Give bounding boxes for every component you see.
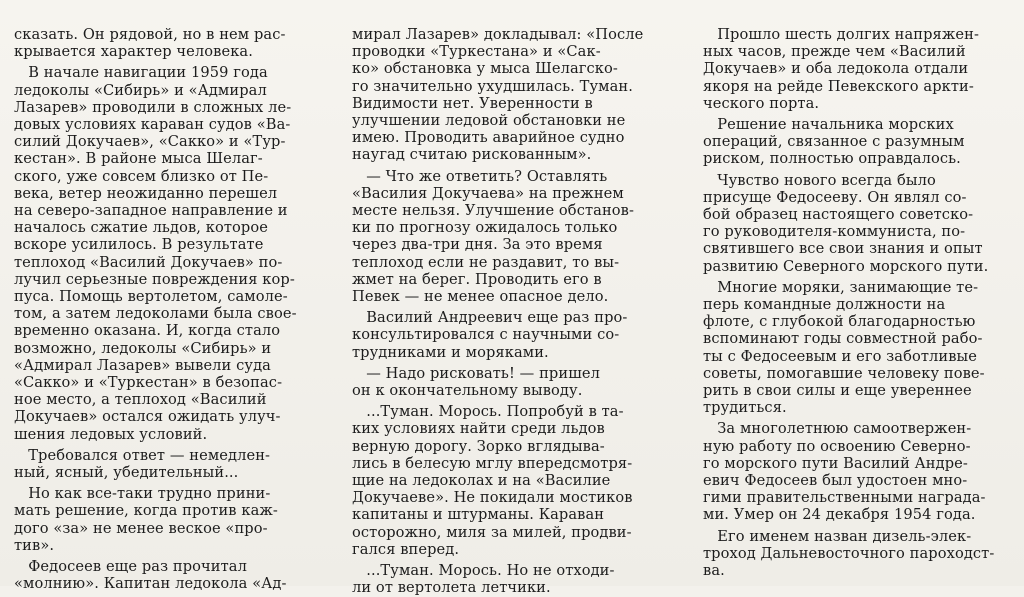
- text-line: консультировался с научными со-: [352, 326, 620, 344]
- text-line: ных часов, прежде чем «Василий: [703, 43, 966, 61]
- text-line: мать решение, когда против каж-: [14, 502, 278, 520]
- text-line: ческого порта.: [703, 94, 820, 112]
- text-column-1: [14, 26, 314, 593]
- text-line: флоте, с глубокой благодарностью: [703, 313, 976, 331]
- text-line: евич Федосеев был удостоен мно-: [703, 472, 968, 490]
- text-line: ную работу по освоению Северно-: [703, 437, 971, 455]
- text-line: ко» обстановка у мыса Шелагско-: [352, 60, 618, 78]
- text-line: довых условиях караван судов «Ва-: [14, 116, 291, 134]
- text-line: «Адмирал Лазарев» вывели суда: [14, 356, 271, 374]
- text-line: ное место, а теплоход «Василий: [14, 391, 267, 409]
- text-line: ких условиях найти среди льдов: [352, 420, 605, 438]
- text-line: века, ветер неожиданно перешел: [14, 184, 278, 202]
- text-line: За многолетнюю самоотвержен-: [703, 420, 972, 438]
- text-line: Докучаеве». Не покидали мостиков: [352, 489, 633, 507]
- text-line: щие на ледоколах и на «Василие: [352, 472, 611, 490]
- text-line: Его именем назван дизель-элек-: [703, 527, 972, 545]
- text-line: верную дорогу. Зорко вглядыва-: [352, 437, 605, 455]
- text-line: теплоход если не раздавит, то вы-: [352, 253, 620, 271]
- text-line: риском, полностью оправдалось.: [703, 150, 961, 168]
- text-line: шения ледовых условий.: [14, 425, 208, 443]
- text-line: вскоре усилилось. В результате: [14, 236, 264, 254]
- text-line: имею. Проводить аварийное судно: [352, 129, 625, 147]
- text-line: началось сжатие льдов, которое: [14, 219, 268, 237]
- text-line: Видимости нет. Уверенности в: [352, 94, 593, 112]
- text-line: Требовался ответ — немедлен-: [14, 446, 271, 464]
- text-line: «Сакко» и «Туркестан» в безопас-: [14, 374, 283, 392]
- text-line: — Надо рисковать! — пришел: [352, 364, 600, 382]
- text-line: лись в белесую мглу впередсмотря-: [352, 454, 633, 472]
- text-line: гался вперед.: [352, 540, 460, 558]
- text-line: Докучаев» и оба ледокола отдали: [703, 60, 969, 78]
- text-line: рить в свои силы и еще увереннее: [703, 382, 972, 400]
- text-line: месте нельзя. Улучшение обстанов-: [352, 202, 634, 220]
- text-line: теплоход «Василий Докучаев» по-: [14, 253, 283, 271]
- text-line: трудниками и моряками.: [352, 343, 549, 361]
- text-line: В начале навигации 1959 года: [14, 64, 268, 82]
- text-line: Лазарев» проводили в сложных ле-: [14, 98, 292, 116]
- text-line: наугад считаю рискованным».: [352, 146, 592, 164]
- text-line: го руководителя-коммуниста, по-: [703, 223, 966, 241]
- text-line: силий Докучаев», «Сакко» и «Тур-: [14, 133, 286, 151]
- text-line: развитию Северного морского пути.: [703, 257, 989, 275]
- text-line: вспоминают годы совместной рабо-: [703, 330, 983, 348]
- text-line: крывается характер человека.: [14, 43, 253, 61]
- text-line: Чувство нового всегда было: [703, 171, 936, 189]
- text-line: Василий Андреевич еще раз про-: [352, 309, 628, 327]
- text-line: — Что же ответить? Оставлять: [352, 167, 608, 185]
- text-line: якоря на рейде Певекского аркти-: [703, 77, 974, 95]
- text-column-3: [703, 26, 1005, 579]
- text-line: мирал Лазарев» докладывал: «После: [352, 26, 644, 43]
- text-line: на северо-западное направление и: [14, 202, 288, 220]
- text-line: жмет на берег. Проводить его в: [352, 270, 602, 288]
- text-line: том, а затем ледоколами была свое-: [14, 305, 297, 323]
- text-line: Но как все-таки трудно прини-: [14, 485, 271, 503]
- text-line: ли от вертолета летчики.: [352, 579, 551, 597]
- text-column-2: [352, 26, 660, 597]
- text-line: гими правительственными награда-: [703, 489, 986, 507]
- text-line: ва.: [703, 562, 725, 580]
- text-line: Прошло шесть долгих напряжен-: [703, 26, 979, 43]
- text-line: временно оказана. И, когда стало: [14, 322, 281, 340]
- text-line: дого «за» не менее веское «про-: [14, 519, 268, 537]
- text-line: ...Туман. Морось. Но не отходи-: [352, 562, 615, 580]
- text-line: ледоколы «Сибирь» и «Адмирал: [14, 81, 267, 99]
- text-line: улучшении ледовой обстановки не: [352, 112, 626, 130]
- text-line: перь командные должности на: [703, 296, 946, 314]
- text-line: капитаны и штурманы. Караван: [352, 506, 605, 524]
- text-line: троход Дальневосточного пароходст-: [703, 544, 995, 562]
- text-line: ...Туман. Морось. Попробуй в та-: [352, 403, 624, 421]
- text-line: го морского пути Василий Андре-: [703, 454, 968, 472]
- text-line: осторожно, миля за милей, продви-: [352, 523, 632, 541]
- text-line: кестан». В районе мыса Шелаг-: [14, 150, 263, 168]
- text-line: возможно, ледоколы «Сибирь» и: [14, 339, 272, 357]
- text-line: бой образец настоящего советско-: [703, 206, 974, 224]
- text-line: ского, уже совсем близко от Пе-: [14, 167, 269, 185]
- text-line: Докучаев» остался ожидать улуч-: [14, 408, 281, 426]
- text-line: ты с Федосеевым и его заботливые: [703, 347, 977, 365]
- text-line: пуса. Помощь вертолетом, самоле-: [14, 288, 288, 306]
- text-line: ми. Умер он 24 декабря 1954 года.: [703, 506, 976, 524]
- text-line: он к окончательному выводу.: [352, 382, 583, 400]
- text-line: через два-три дня. За это время: [352, 236, 603, 254]
- text-line: Многие моряки, занимающие те-: [703, 278, 979, 296]
- text-line: проводки «Туркестана» и «Сак-: [352, 43, 601, 61]
- text-line: тив».: [14, 536, 55, 554]
- text-line: «Василия Докучаева» на прежнем: [352, 184, 624, 202]
- text-line: лучил серьезные повреждения кор-: [14, 270, 295, 288]
- text-line: сказать. Он рядовой, но в нем рас-: [14, 26, 286, 43]
- text-line: «молнию». Капитан ледокола «Ад-: [14, 575, 287, 593]
- text-line: советы, помогавшие человеку пове-: [703, 364, 985, 382]
- text-line: Федосеев еще раз прочитал: [14, 558, 247, 576]
- text-line: операций, связанное с разумным: [703, 133, 965, 151]
- text-line: го значительно ухудшилась. Туман.: [352, 77, 634, 95]
- text-line: святившего все свои знания и опыт: [703, 240, 983, 258]
- text-line: Решение начальника морских: [703, 116, 954, 134]
- text-line: присуще Федосееву. Он являл со-: [703, 188, 967, 206]
- text-line: ный, ясный, убедительный...: [14, 464, 239, 482]
- text-line: ки по прогнозу ожидалось только: [352, 219, 618, 237]
- text-line: трудиться.: [703, 399, 787, 417]
- text-line: Певек — не менее опасное дело.: [352, 288, 609, 306]
